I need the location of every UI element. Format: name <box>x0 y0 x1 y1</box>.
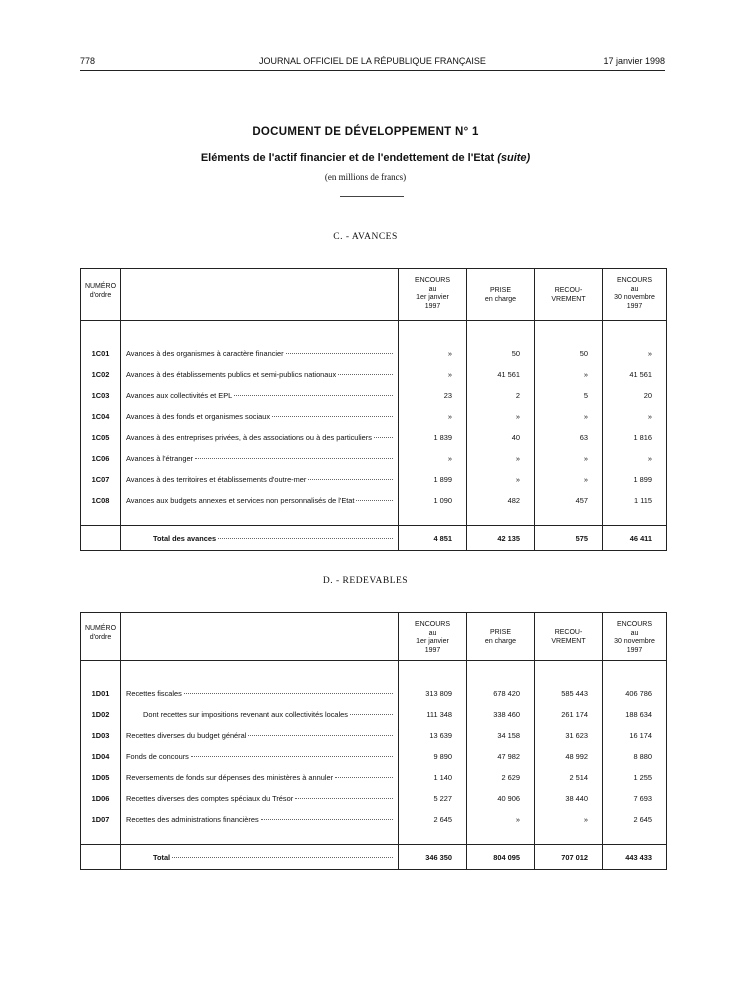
row-number: 1C07 <box>91 475 110 484</box>
table-row <box>81 469 667 490</box>
leader-dots <box>234 395 393 396</box>
label-wrap <box>126 815 393 824</box>
value-v3: 457 <box>535 490 603 511</box>
table-row <box>81 704 667 725</box>
row-label-text: Recettes diverses des comptes spéciaux du Trésor <box>126 794 294 803</box>
header-recouvrement <box>535 269 603 321</box>
table-row <box>81 364 667 385</box>
leader-dots <box>356 500 393 501</box>
label-wrap <box>126 412 393 421</box>
spacer-cell <box>467 511 535 526</box>
header-text: ENCOURS <box>414 277 450 284</box>
row-label <box>121 448 399 469</box>
header-recouvrement <box>535 613 603 661</box>
header-numero-line1: NUMÉRO <box>84 625 117 632</box>
leader-dots <box>195 458 393 459</box>
row-number: 1C02 <box>91 370 110 379</box>
value-v3: 48 992 <box>535 746 603 767</box>
header-text: 1997 <box>626 302 643 310</box>
value-v4: 1 816 <box>603 427 667 448</box>
spacer-row <box>81 321 667 344</box>
value-v4: 1 255 <box>603 767 667 788</box>
publication-date: 17 janvier 1998 <box>603 56 665 66</box>
header-label <box>121 269 399 321</box>
value-v2: 2 <box>467 385 535 406</box>
spacer-cell <box>399 321 467 344</box>
header-text: 30 novembre <box>614 294 655 302</box>
header-text: PRISE <box>489 629 511 636</box>
header-prise <box>467 269 535 321</box>
spacer-cell <box>121 830 399 845</box>
row-label-text: Avances à des fonds et organismes sociaux <box>126 412 271 421</box>
header-encours-debut <box>399 269 467 321</box>
value-v4: 8 880 <box>603 746 667 767</box>
leader-dots <box>191 756 393 757</box>
value-v3: 5 <box>535 385 603 406</box>
spacer-cell <box>121 321 399 344</box>
row-label-text: Avances à des entreprises privées, à des associations ou à des particuliers <box>126 433 372 442</box>
row-label-text: Recettes diverses du budget général <box>126 731 247 740</box>
value-v2: 2 629 <box>467 767 535 788</box>
total-v2: 42 135 <box>467 526 535 551</box>
value-v3: » <box>535 364 603 385</box>
spacer-cell <box>467 830 535 845</box>
total-row <box>81 845 667 870</box>
value-v4: 1 115 <box>603 490 667 511</box>
header-text: ENCOURS <box>616 277 652 284</box>
value-v3: » <box>535 469 603 490</box>
header-text: au <box>630 629 639 637</box>
leader-dots <box>374 437 393 438</box>
table-row <box>81 427 667 448</box>
journal-title: JOURNAL OFFICIEL DE LA RÉPUBLIQUE FRANÇAISE <box>259 56 486 66</box>
row-number: 1C06 <box>91 454 110 463</box>
spacer-cell <box>81 661 121 684</box>
leader-dots <box>338 374 393 375</box>
section-d-title: D. - REDEVABLES <box>322 576 409 586</box>
spacer-cell <box>603 511 667 526</box>
row-label <box>121 704 399 725</box>
table-row <box>81 683 667 704</box>
value-v4: » <box>603 448 667 469</box>
row-label <box>121 406 399 427</box>
total-v1: 4 851 <box>399 526 467 551</box>
header-text: au <box>630 285 639 293</box>
total-v2: 804 095 <box>467 845 535 870</box>
row-number: 1C01 <box>91 349 110 358</box>
total-row <box>81 526 667 551</box>
spacer-cell <box>121 511 399 526</box>
label-wrap <box>126 349 393 358</box>
spacer-cell <box>603 321 667 344</box>
document-subtitle <box>0 152 731 164</box>
header-text: 1997 <box>626 646 643 654</box>
row-label-text: Recettes des administrations financières <box>126 815 259 824</box>
header-text: 1er janvier <box>416 294 449 302</box>
leader-dots <box>172 857 393 858</box>
header-numero-line2: d'ordre <box>89 633 112 641</box>
value-v1: » <box>399 406 467 427</box>
spacer-cell <box>399 830 467 845</box>
row-number: 1C05 <box>91 433 110 442</box>
value-v3: 2 514 <box>535 767 603 788</box>
row-label <box>121 683 399 704</box>
row-label-text: Avances à des territoires et établissements d'outre-mer <box>126 475 307 484</box>
spacer-row <box>81 830 667 845</box>
label-wrap <box>126 475 393 484</box>
row-label <box>121 427 399 448</box>
spacer-cell <box>535 511 603 526</box>
value-v1: 1 839 <box>399 427 467 448</box>
total-label <box>121 526 399 551</box>
divider <box>340 196 404 197</box>
spacer-cell <box>603 830 667 845</box>
leader-dots <box>184 693 393 694</box>
value-v1: 5 227 <box>399 788 467 809</box>
spacer-row <box>81 511 667 526</box>
spacer-cell <box>81 511 121 526</box>
header-text: RECOU- <box>554 629 583 636</box>
spacer-cell <box>603 661 667 684</box>
label-wrap <box>126 370 393 379</box>
table-header <box>81 269 667 321</box>
value-v1: 313 809 <box>399 683 467 704</box>
header-text: au <box>428 629 437 637</box>
table-body <box>81 661 667 870</box>
value-v2: » <box>467 406 535 427</box>
value-v4: 406 786 <box>603 683 667 704</box>
section-c-title: C. - AVANCES <box>333 232 398 242</box>
value-v3: » <box>535 406 603 427</box>
table-row <box>81 343 667 364</box>
value-v2: 41 561 <box>467 364 535 385</box>
table-redevables <box>80 612 667 870</box>
row-number: 1D02 <box>91 710 110 719</box>
value-v3: 50 <box>535 343 603 364</box>
value-v3: 261 174 <box>535 704 603 725</box>
total-v4: 443 433 <box>603 845 667 870</box>
header-numero <box>81 613 121 661</box>
header-text: RECOU- <box>554 287 583 294</box>
spacer-cell <box>467 321 535 344</box>
row-label <box>121 725 399 746</box>
spacer-row <box>81 661 667 684</box>
row-number: 1C08 <box>91 496 110 505</box>
header-text: en charge <box>484 295 517 303</box>
row-label-text: Avances à l'étranger <box>126 454 194 463</box>
table-row <box>81 788 667 809</box>
value-v1: 23 <box>399 385 467 406</box>
header-text: VREMENT <box>551 295 586 303</box>
header-text: au <box>428 285 437 293</box>
value-v2: 40 <box>467 427 535 448</box>
spacer-cell <box>81 321 121 344</box>
value-v1: 1 140 <box>399 767 467 788</box>
value-v3: » <box>535 809 603 830</box>
value-v1: 1 090 <box>399 490 467 511</box>
label-wrap <box>126 391 393 400</box>
value-v2: 50 <box>467 343 535 364</box>
value-v3: 585 443 <box>535 683 603 704</box>
value-v4: 2 645 <box>603 809 667 830</box>
total-v4: 46 411 <box>603 526 667 551</box>
total-num <box>81 845 121 870</box>
leader-dots <box>335 777 393 778</box>
value-v2: 338 460 <box>467 704 535 725</box>
spacer-cell <box>81 830 121 845</box>
value-v4: 20 <box>603 385 667 406</box>
spacer-cell <box>535 321 603 344</box>
row-number: 1D04 <box>91 752 110 761</box>
header-text: VREMENT <box>551 637 586 645</box>
value-v1: 9 890 <box>399 746 467 767</box>
spacer-cell <box>535 661 603 684</box>
row-label <box>121 809 399 830</box>
value-v3: 38 440 <box>535 788 603 809</box>
label-wrap <box>126 433 393 442</box>
value-v1: » <box>399 364 467 385</box>
table-row <box>81 448 667 469</box>
value-v1: » <box>399 448 467 469</box>
header-prise <box>467 613 535 661</box>
table-body <box>81 321 667 551</box>
row-number: 1C04 <box>91 412 110 421</box>
page-header <box>80 56 665 71</box>
value-v4: 7 693 <box>603 788 667 809</box>
row-label-text: Avances aux collectivités et EPL <box>126 391 233 400</box>
leader-dots <box>248 735 393 736</box>
row-label-text: Dont recettes sur impositions revenant aux collectivités locales <box>143 710 348 719</box>
value-v2: 34 158 <box>467 725 535 746</box>
subtitle-main: Eléments de l'actif financier et de l'endettement de l'Etat <box>200 152 495 164</box>
spacer-cell <box>399 511 467 526</box>
value-v4: » <box>603 406 667 427</box>
label-wrap <box>126 773 393 782</box>
row-label-text: Avances à des établissements publics et semi-publics nationaux <box>126 370 337 379</box>
leader-dots <box>308 479 393 480</box>
subtitle-suite: (suite) <box>497 152 531 164</box>
total-label <box>121 845 399 870</box>
total-v3: 575 <box>535 526 603 551</box>
leader-dots <box>272 416 393 417</box>
document-title: DOCUMENT DE DÉVELOPPEMENT N° 1 <box>252 126 479 138</box>
row-number: 1D05 <box>91 773 110 782</box>
header-text: 1er janvier <box>416 638 449 646</box>
row-label-text: Avances à des organismes à caractère financier <box>126 349 284 358</box>
value-v2: 678 420 <box>467 683 535 704</box>
value-v3: 63 <box>535 427 603 448</box>
total-label-text: Total des avances <box>153 533 217 543</box>
label-wrap <box>143 710 393 719</box>
total-label-text: Total <box>153 852 171 862</box>
value-v2: 40 906 <box>467 788 535 809</box>
row-number: 1D03 <box>91 731 110 740</box>
header-text: ENCOURS <box>616 621 652 628</box>
label-wrap <box>126 689 393 698</box>
row-number: 1D07 <box>91 815 110 824</box>
header-text: 1997 <box>424 302 441 310</box>
value-v4: 188 634 <box>603 704 667 725</box>
value-v2: » <box>467 809 535 830</box>
table-row <box>81 385 667 406</box>
value-v1: 1 899 <box>399 469 467 490</box>
table-row <box>81 746 667 767</box>
total-v1: 346 350 <box>399 845 467 870</box>
label-wrap <box>153 534 393 543</box>
value-v2: » <box>467 448 535 469</box>
spacer-cell <box>535 830 603 845</box>
leader-dots <box>261 819 393 820</box>
header-encours-fin <box>603 613 667 661</box>
row-label <box>121 788 399 809</box>
value-v4: 16 174 <box>603 725 667 746</box>
row-label-text: Reversements de fonds sur dépenses des ministères à annuler <box>126 773 334 782</box>
row-label-text: Recettes fiscales <box>126 689 182 698</box>
leader-dots <box>218 538 393 539</box>
header-encours-fin <box>603 269 667 321</box>
value-v4: » <box>603 343 667 364</box>
header-text: 1997 <box>424 646 441 654</box>
row-label <box>121 767 399 788</box>
value-v2: » <box>467 469 535 490</box>
row-label <box>121 343 399 364</box>
label-wrap <box>126 752 393 761</box>
header-numero-line1: NUMÉRO <box>84 283 117 290</box>
value-v2: 47 982 <box>467 746 535 767</box>
header-text: PRISE <box>489 287 511 294</box>
leader-dots <box>350 714 393 715</box>
row-label-text: Avances aux budgets annexes et services non personnalisés de l'Etat <box>126 496 355 505</box>
total-num <box>81 526 121 551</box>
leader-dots <box>286 353 393 354</box>
label-wrap <box>153 853 393 862</box>
label-wrap <box>126 731 393 740</box>
page-number: 778 <box>80 56 96 66</box>
value-v1: 111 348 <box>399 704 467 725</box>
row-label <box>121 490 399 511</box>
row-number: 1D01 <box>91 689 110 698</box>
row-label-text: Fonds de concours <box>126 752 189 761</box>
label-wrap <box>126 794 393 803</box>
header-label <box>121 613 399 661</box>
value-v3: 31 623 <box>535 725 603 746</box>
label-wrap <box>126 454 393 463</box>
header-text: en charge <box>484 637 517 645</box>
row-label <box>121 746 399 767</box>
total-v3: 707 012 <box>535 845 603 870</box>
value-v1: 13 639 <box>399 725 467 746</box>
value-v2: 482 <box>467 490 535 511</box>
value-v1: 2 645 <box>399 809 467 830</box>
leader-dots <box>295 798 393 799</box>
unit-note: (en millions de francs) <box>324 172 407 182</box>
header-text: 30 novembre <box>614 638 655 646</box>
value-v4: 41 561 <box>603 364 667 385</box>
header-numero <box>81 269 121 321</box>
spacer-cell <box>399 661 467 684</box>
row-label <box>121 469 399 490</box>
label-wrap <box>126 496 393 505</box>
row-number: 1C03 <box>91 391 110 400</box>
table-header <box>81 613 667 661</box>
row-label <box>121 364 399 385</box>
value-v3: » <box>535 448 603 469</box>
table-row <box>81 490 667 511</box>
header-numero-line2: d'ordre <box>89 291 112 299</box>
table-avances <box>80 268 667 551</box>
table-row <box>81 725 667 746</box>
spacer-cell <box>121 661 399 684</box>
header-text: ENCOURS <box>414 621 450 628</box>
header-encours-debut <box>399 613 467 661</box>
table-row <box>81 406 667 427</box>
spacer-cell <box>467 661 535 684</box>
table-row <box>81 767 667 788</box>
value-v1: » <box>399 343 467 364</box>
value-v4: 1 899 <box>603 469 667 490</box>
row-number: 1D06 <box>91 794 110 803</box>
table-row <box>81 809 667 830</box>
row-label <box>121 385 399 406</box>
